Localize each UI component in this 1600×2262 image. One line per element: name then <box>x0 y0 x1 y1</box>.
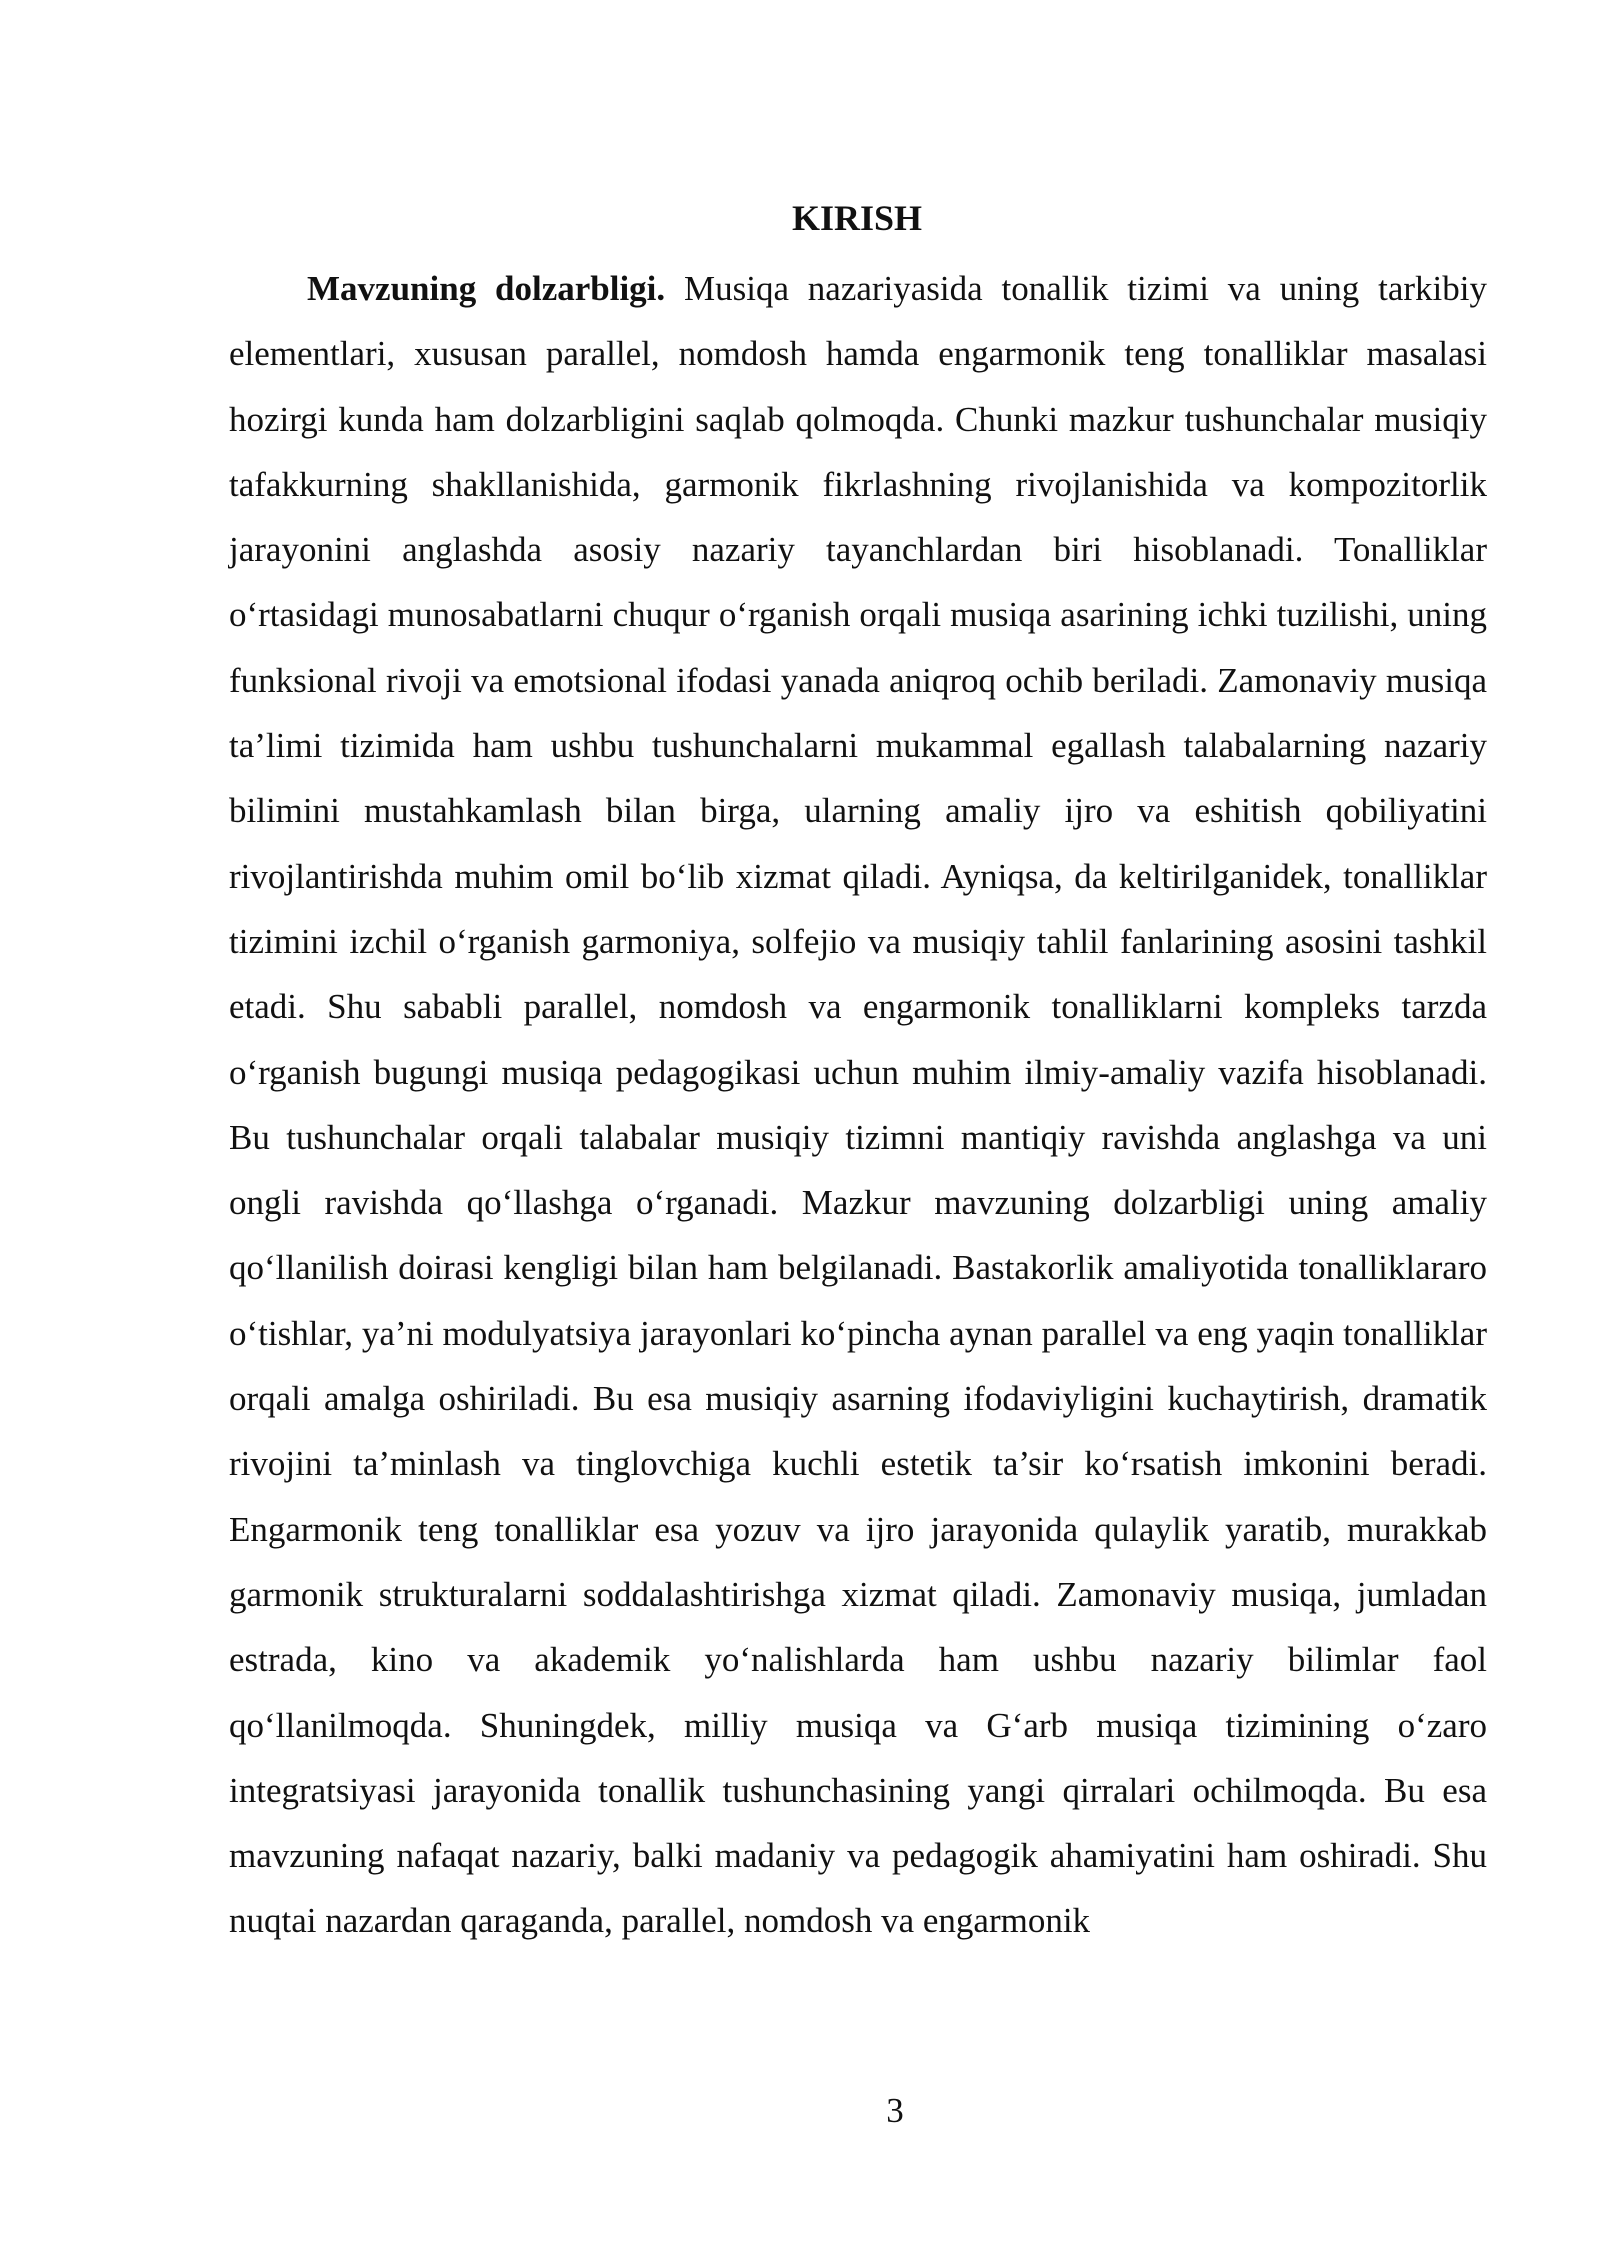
paragraph-text: Musiqa nazariyasida tonallik tizimi va uning tarkibiy elementlari, xususan parallel, nomdosh hamda engarmonik teng tonalliklar masalasi hozirgi kunda ham dolzarbligini saqlab qolmoqda. Chunki mazkur tushunchalar musiqiy tafakkurning shakllanishida, garmonik fikrlashning rivojlanishida va kompozitorlik jarayonini anglashda asosiy nazariy tayanchlardan biri hisoblanadi. Tonalliklar oʻrtasidagi munosabatlarni chuqur oʻrganish orqali musiqa asarining ichki tuzilishi, uning funksional rivoji va emotsional ifodasi yanada aniqroq ochib beriladi. Zamonaviy musiqa ta’limi tizimida ham ushbu tushunchalarni mukammal egallash talabalarning nazariy bilimini mustahkamlash bilan birga, ularning amaliy ijro va eshitish qobiliyatini rivojlantirishda muhim omil boʻlib xizmat qiladi. Ayniqsa, da keltirilganidek, tonalliklar tizimini izchil oʻrganish garmoniya, solfejio va musiqiy tahlil fanlarining asosini tashkil etadi. Shu sababli parallel, nomdosh va engarmonik tonalliklarni kompleks tarzda oʻrganish bugungi musiqa pedagogikasi uchun muhim ilmiy-amaliy vazifa hisoblanadi. Bu tushunchalar orqali talabalar musiqiy tizimni mantiqiy ravishda anglashga va uni ongli ravishda qoʻllashga oʻrganadi. Mazkur mavzuning dolzarbligi uning amaliy qoʻllanilish doirasi kengligi bilan ham belgilanadi. Bastakorlik amaliyotida tonalliklararo oʻtishlar, ya’ni modulyatsiya jarayonlari koʻpincha aynan parallel va eng yaqin tonalliklar orqali amalga oshiriladi. Bu esa musiqiy asarning ifodaviyligini kuchaytirish, dramatik rivojini ta’minlash va tinglovchiga kuchli estetik ta’sir koʻrsatish imkonini beradi. Engarmonik teng tonalliklar esa yozuv va ijro jarayonida qulaylik yaratib, murakkab garmonik strukturalarni soddalashtirishga xizmat qiladi. Zamonaviy musiqa, jumladan estrada, kino va akademik yoʻnalishlarda ham ushbu nazariy bilimlar faol qoʻllanilmoqda. Shuningdek, milliy musiqa va Gʻarb musiqa tizimining oʻzaro integratsiyasi jarayonida tonallik tushunchasining yangi qirralari ochilmoqda. Bu esa mavzuning nafaqat nazariy, balki madaniy va pedagogik ahamiyatini ham oshiradi. Shu nuqtai nazardan qaraganda, parallel, nomdosh va engarmonik <box>229 269 1487 1941</box>
page-number: 3 <box>886 2091 904 2130</box>
section-heading: KIRISH <box>791 198 923 238</box>
paragraph-lead: Mavzuning dolzarbligi. <box>307 269 666 308</box>
body-paragraph <box>229 256 1487 1954</box>
